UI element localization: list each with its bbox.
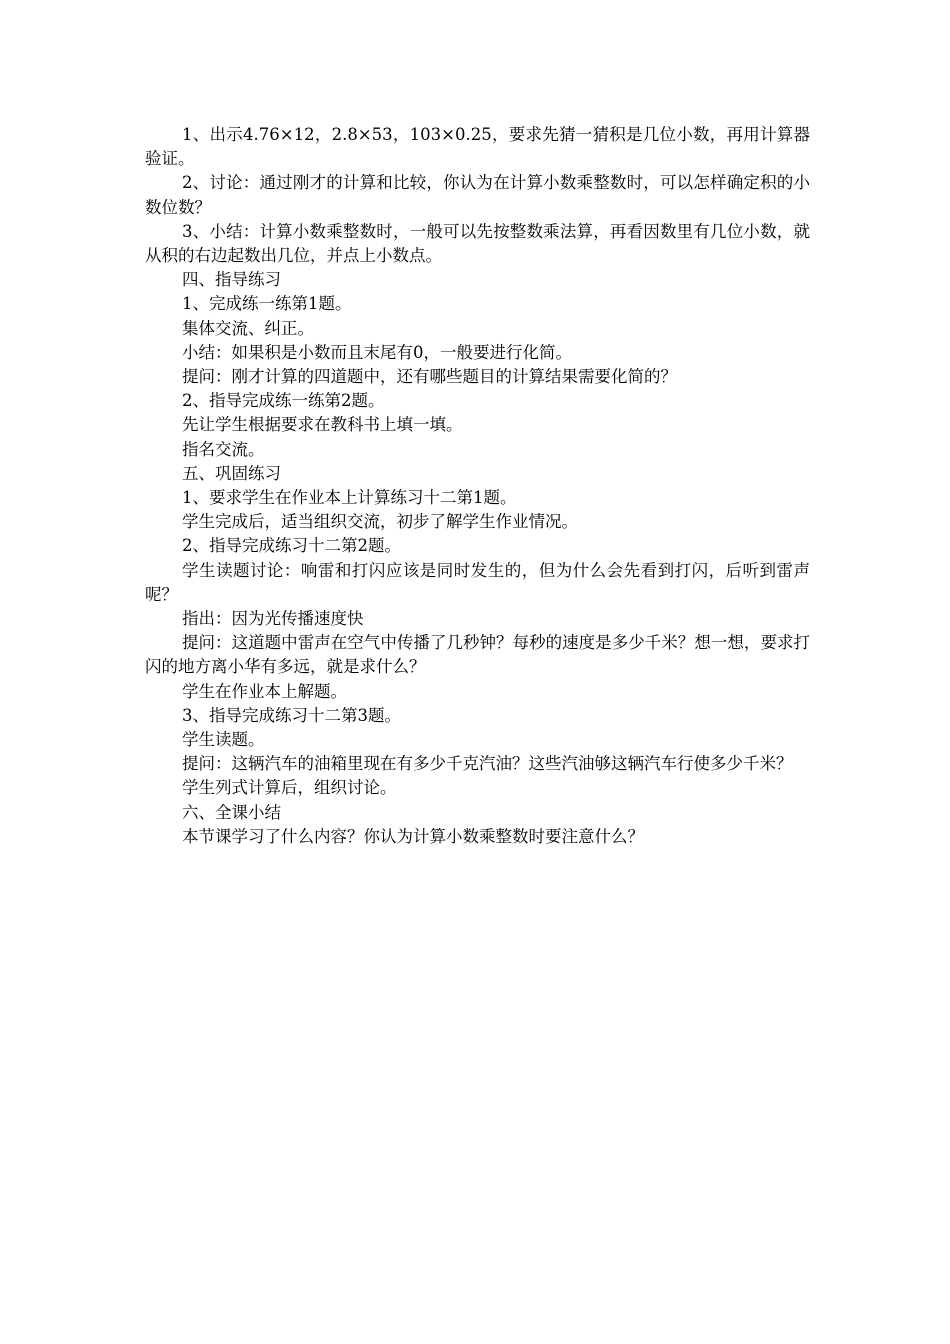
- section-heading-consolidation: 五、巩固练习: [182, 463, 281, 483]
- paragraph-summary-rule: 3、小结：计算小数乘整数时，一般可以先按整数乘法算，再看因数里有几位小数，就从积的右边起数出几位，并点上小数点。: [145, 221, 810, 266]
- paragraph-exercise-1: 1、完成练一练第1题。: [182, 294, 352, 314]
- paragraph-thunder-question: 提问：这道题中雷声在空气中传播了几秒钟？每秒的速度是多少千米？想一想，要求打闪的地方离小华有多远，就是求什么？: [145, 633, 810, 677]
- section-heading-lesson-summary: 六、全课小结: [182, 802, 281, 822]
- paragraph-guess-decimal-places: 1、出示4.76×12，2.8×53，103×0.25，要求先猜一猜积是几位小数，再用计算器验证。: [145, 125, 810, 169]
- paragraph-calculate-discuss: 学生列式计算后，组织讨论。: [182, 778, 397, 798]
- paragraph-simplify-summary: 小结：如果积是小数而且末尾有0，一般要进行化简。: [182, 342, 572, 362]
- paragraph-homework-1: 1、要求学生在作业本上计算练习十二第1题。: [182, 488, 517, 508]
- paragraph-light-speed: 指出：因为光传播速度快: [182, 609, 364, 629]
- paragraph-exercise-2: 2、指导完成练一练第2题。: [182, 391, 385, 411]
- paragraph-summary-question: 本节课学习了什么内容？你认为计算小数乘整数时要注意什么？: [182, 826, 644, 846]
- paragraph-question-simplify: 提问：刚才计算的四道题中，还有哪些题目的计算结果需要化简的？: [182, 367, 677, 387]
- document-body: [145, 123, 810, 849]
- paragraph-fill-in-textbook: 先让学生根据要求在教科书上填一填。: [182, 415, 463, 435]
- paragraph-fuel-question: 提问：这辆汽车的油箱里现在有多少千克汽油？这些汽油够这辆汽车行使多少千米？: [182, 754, 793, 774]
- paragraph-solve-in-notebook: 学生在作业本上解题。: [182, 681, 347, 701]
- paragraph-homework-2: 2、指导完成练习十二第2题。: [182, 536, 401, 556]
- paragraph-discussion: 2、讨论：通过刚才的计算和比较，你认为在计算小数乘整数时，可以怎样确定积的小数位数？: [145, 173, 810, 217]
- section-heading-guided-practice: 四、指导练习: [182, 270, 281, 290]
- paragraph-share: 指名交流。: [182, 439, 265, 459]
- paragraph-homework-3: 3、指导完成练习十二第3题。: [182, 705, 401, 725]
- paragraph-thunder-discussion: 学生读题讨论：响雷和打闪应该是同时发生的，但为什么会先看到打闪，后听到雷声呢？: [145, 560, 810, 604]
- paragraph-group-correction: 集体交流、纠正。: [182, 318, 314, 338]
- paragraph-homework-review: 学生完成后，适当组织交流，初步了解学生作业情况。: [182, 512, 578, 532]
- paragraph-read-problem: 学生读题。: [182, 730, 265, 750]
